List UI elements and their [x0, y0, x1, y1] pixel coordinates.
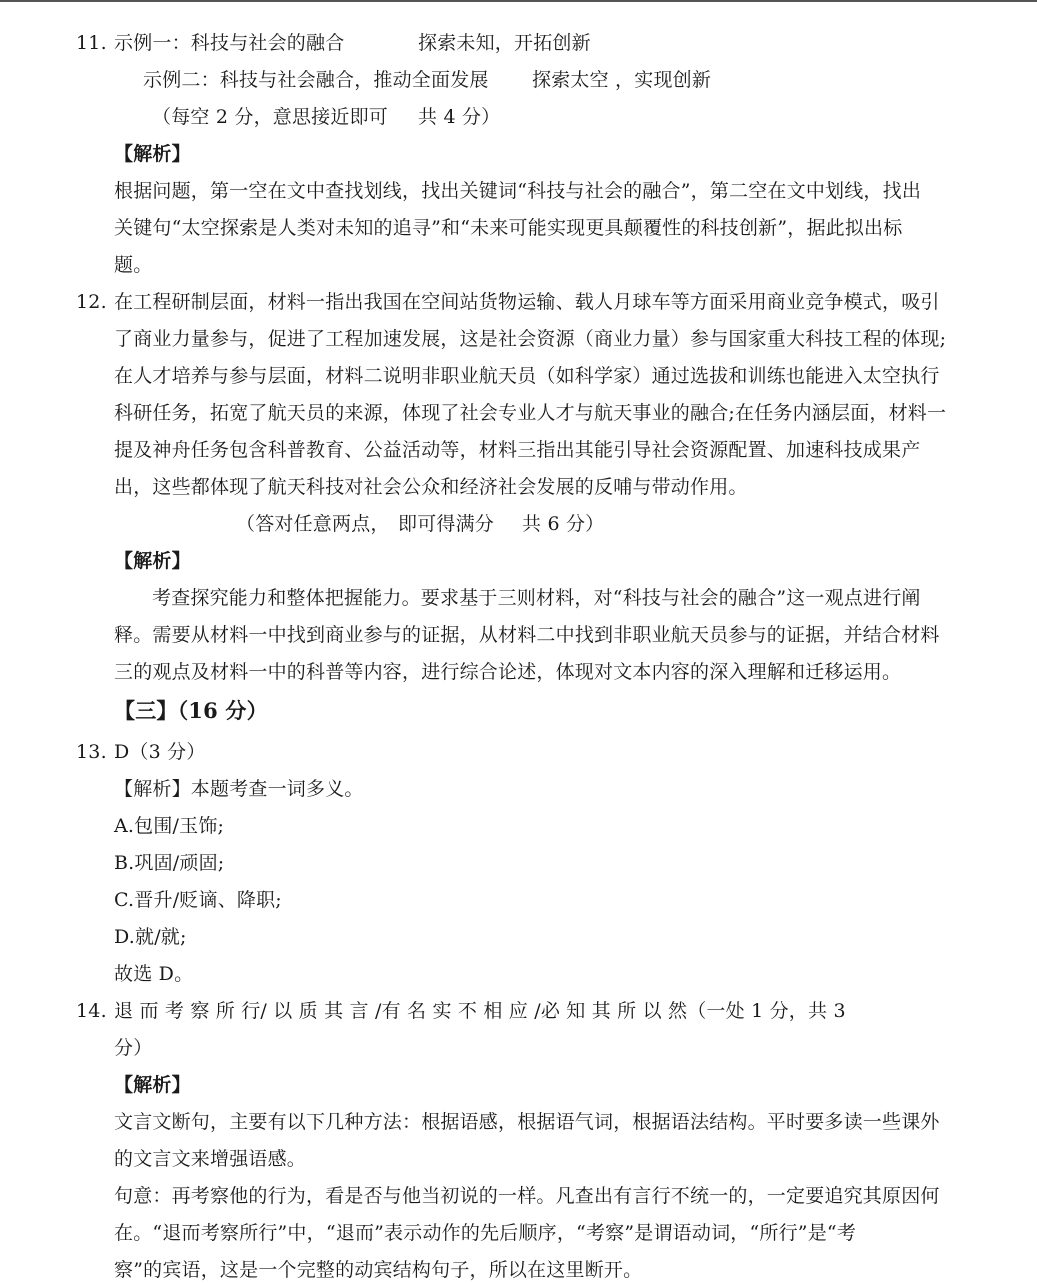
q14-number: 14.: [76, 1000, 107, 1022]
q12-score-a: （答对任意两点，: [236, 513, 390, 535]
q11-analysis-line: 关键句“太空探索是人类对未知的追寻”和“未来可能实现更具颠覆性的科技创新”，据此拟出标: [114, 217, 903, 239]
q12-analysis-line: 考查探究能力和整体把握能力。要求基于三则材料，对“科技与社会的融合”这一观点进行阐: [152, 587, 921, 609]
q13-option: B.巩固/顽固;: [114, 852, 225, 874]
q12-analysis-line: 三的观点及材料一中的科普等内容，进行综合论述，体现对文本内容的深入理解和迁移运用。: [114, 661, 902, 683]
q12-answer-line: 科研任务，拓宽了航天员的来源，体现了社会专业人才与航天事业的融合;在任务内涵层面，材料一: [114, 402, 947, 424]
q14-analysis-line: 察”的宾语，这是一个完整的动宾结构句子，所以在这里断开。: [114, 1259, 643, 1281]
q12-score-b: 即可得满分: [398, 513, 495, 535]
q11-example2-answer: 探索太空 ，实现创新: [532, 69, 712, 91]
q14-analysis-line: 文言文断句，主要有以下几种方法：根据语感，根据语气词，根据语法结构。平时要多读一些课外: [114, 1111, 940, 1133]
q14-answer-line2: 分）: [114, 1037, 153, 1059]
q11-example1-answer: 探索未知，开拓创新: [418, 32, 591, 54]
q13-answer: D（3 分）: [114, 741, 206, 763]
q11-analysis-label: 【解析】: [114, 143, 191, 165]
q14-analysis-line: 的文言文来增强语感。: [114, 1148, 307, 1170]
q13-number: 13.: [76, 741, 107, 763]
q12-number: 12.: [76, 291, 107, 313]
q12-answer-line: 在工程研制层面，材料一指出我国在空间站货物运输、载人月球车等方面采用商业竞争模式，吸引: [114, 291, 940, 313]
q11-number: 11.: [76, 32, 107, 54]
q12-analysis-line: 释。需要从材料一中找到商业参与的证据，从材料二中找到非职业航天员参与的证据，并结合材料: [114, 624, 940, 646]
q12-analysis-label: 【解析】: [114, 550, 191, 572]
section-title: 【三】（16 分）: [114, 698, 268, 723]
q14-analysis-line: 句意：再考察他的行为，看是否与他当初说的一样。凡查出有言行不统一的，一定要追究其原因何: [114, 1185, 940, 1207]
q14-analysis-label: 【解析】: [114, 1074, 191, 1096]
q12-answer-line: 在人才培养与参与层面，材料二说明非职业航天员（如科学家）通过选拔和训练也能进入太空执行: [114, 365, 940, 387]
q11-example1: 示例一：科技与社会的融合: [114, 32, 345, 54]
q12-answer-line: 了商业力量参与，促进了工程加速发展，这是社会资源（商业力量）参与国家重大科技工程的体现;: [114, 328, 947, 350]
q11-analysis-line: 题。: [114, 254, 153, 276]
q14-analysis-line: 在。“退而考察所行”中，“退而”表示动作的先后顺序，“考察”是谓语动词，“所行”是“考: [114, 1222, 857, 1244]
q12-score-c: 共 6 分）: [522, 513, 605, 535]
q13-option: C.晋升/贬谪、降职;: [114, 889, 282, 911]
q11-analysis-line: 根据问题，第一空在文中查找划线，找出关键词“科技与社会的融合”，第二空在文中划线，找出: [114, 180, 922, 202]
q13-option: A.包围/玉饰;: [114, 815, 225, 837]
q13-option: D.就/就;: [114, 926, 187, 948]
q11-score-total: 共 4 分）: [418, 106, 501, 128]
q14-answer-line1: 退 而 考 察 所 行/ 以 质 其 言 /有 名 实 不 相 应 /必 知 其 所 以 然（一处 1 分，共 3: [114, 1000, 846, 1022]
q11-score: （每空 2 分，意思接近即可: [152, 106, 388, 128]
q13-analysis: 【解析】本题考查一词多义。: [114, 778, 364, 800]
q11-example2: 示例二：科技与社会融合，推动全面发展: [143, 69, 489, 91]
top-border: [0, 0, 1037, 2]
q13-conclusion: 故选 D。: [114, 963, 194, 985]
q12-answer-line: 出，这些都体现了航天科技对社会公众和经济社会发展的反哺与带动作用。: [114, 476, 748, 498]
q12-answer-line: 提及神舟任务包含科普教育、公益活动等，材料三指出其能引导社会资源配置、加速科技成果产: [114, 439, 921, 461]
